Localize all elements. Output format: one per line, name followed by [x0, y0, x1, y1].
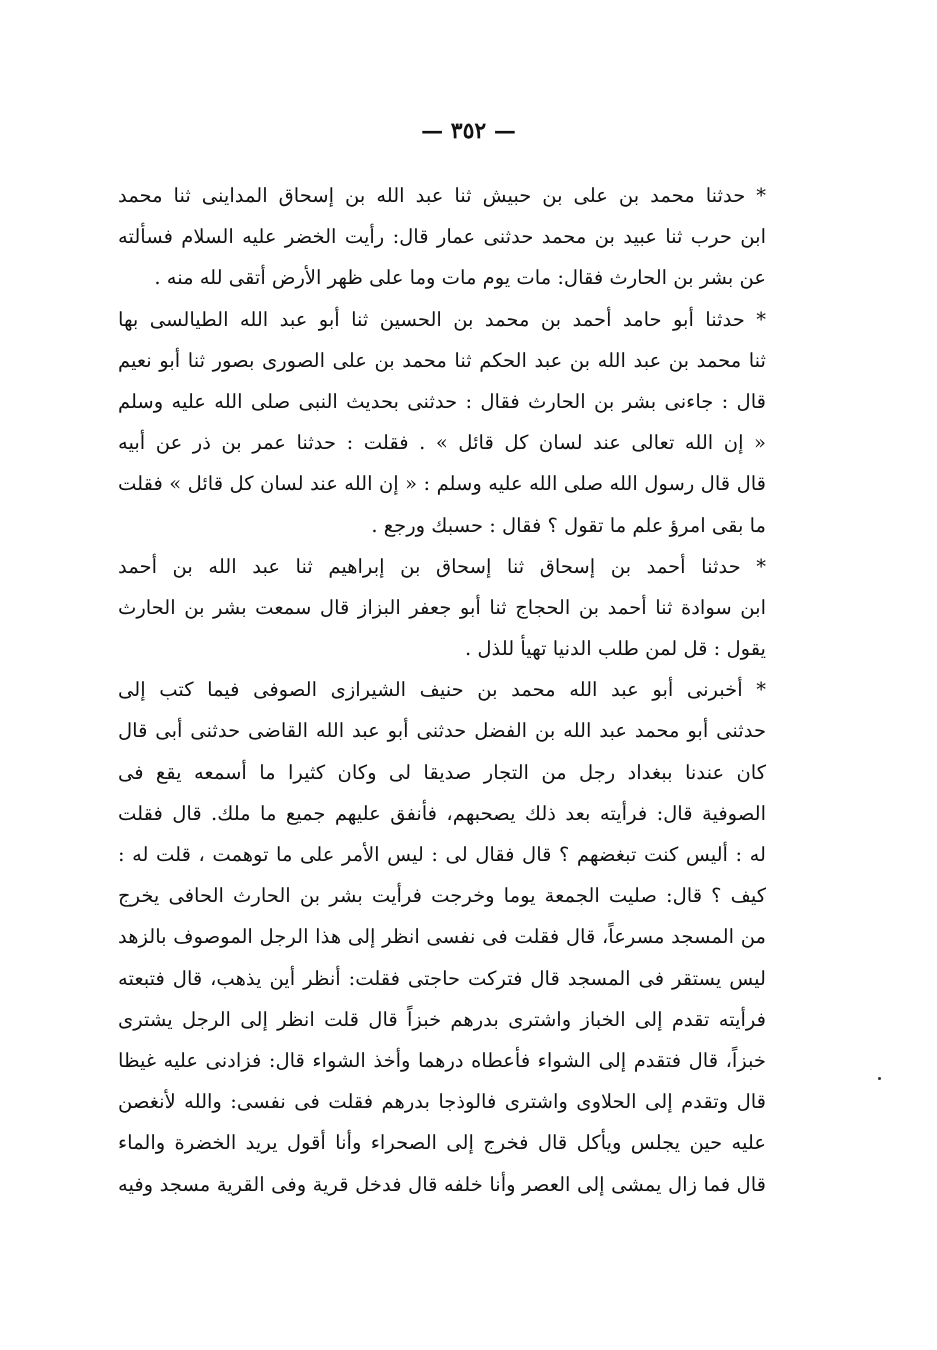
text-line: * حدثنا محمد بن على بن حبيش ثنا عبد الله بن إسحاق المداينى ثنا محمد [118, 184, 766, 207]
text-line: عن بشر بن الحارث فقال: مات يوم مات وما على ظهر الأرض أتقى لله منه . [154, 266, 766, 290]
text-line: كيف ؟ قال: صليت الجمعة يوما وخرجت فرأيت بشر بن الحارث الحافى يخرج [118, 884, 766, 908]
text-line: فرأيته تقدم إلى الخباز واشترى بدرهم خبزاً قال قلت انظر إلى الرجل يشترى [118, 1007, 766, 1031]
text-line: قال قال رسول الله صلى الله عليه وسلم : « إن الله عند لسان كل قائل » فقلت [118, 472, 766, 496]
text-line: من المسجد مسرعاً، قال فقلت فى نفسى انظر إلى هذا الرجل الموصوف بالزهد [118, 925, 766, 949]
text-line: خبزاً، قال فتقدم إلى الشواء فأعطاه درهما وأخذ الشواء قال: فزادنى عليه غيظا [118, 1048, 766, 1072]
text-line: * أخبرنى أبو عبد الله محمد بن حنيف الشيرازى الصوفى فيما كتب إلى [118, 678, 766, 702]
page-number: — ٣٥٢ — [421, 118, 516, 144]
text-line: * حدثنا أحمد بن إسحاق ثنا إسحاق بن إبراهيم ثنا عبد الله بن أحمد [118, 554, 766, 578]
text-line: الصوفية قال: فرأيته بعد ذلك يصحبهم، فأنفق عليهم جميع ما ملك. قال فقلت [118, 801, 766, 825]
text-line: عليه حين يجلس ويأكل قال فخرج إلى الصحراء وأنا أقول يريد الخضرة والماء [118, 1131, 766, 1155]
text-line: يقول : قل لمن طلب الدنيا تهيأ للذل . [464, 637, 766, 661]
text-line: « إن الله تعالى عند لسان كل قائل » . فقلت : حدثنا عمر بن ذر عن أبيه [118, 431, 766, 455]
text-line: حدثنى أبو محمد عبد الله بن الفضل حدثنى أبو عبد الله القاضى حدثنى أبى قال [118, 719, 766, 743]
text-line: كان عندنا ببغداد رجل من التجار صديقا لى وكان كثيرا ما أسمعه يقع فى [118, 760, 766, 784]
text-line: ابن سوادة ثنا أحمد بن الحجاج ثنا أبو جعفر البزاز قال سمعت بشر بن الحارث [118, 595, 766, 619]
text-line: قال وتقدم إلى الحلاوى واشترى فالوذجا بدرهم فقلت فى نفسى: والله لأنغصن [118, 1090, 766, 1114]
text-line: ثنا محمد بن عبد الله بن عبد الحكم ثنا محمد بن على الصورى بصور ثنا أبو نعيم [118, 348, 766, 372]
scan-speck [878, 1077, 881, 1080]
body-text [118, 175, 766, 1205]
text-line: ما بقى امرؤ علم ما تقول ؟ فقال : حسبك ورجع . [371, 513, 766, 537]
text-line: قال فما زال يمشى إلى العصر وأنا خلفه قال فدخل قرية وفى القرية مسجد وفيه [118, 1172, 766, 1196]
text-line: * حدثنا أبو حامد أحمد بن محمد بن الحسين ثنا أبو عبد الله الطيالسى بها [118, 307, 766, 331]
text-line: له : أليس كنت تبغضهم ؟ قال فقال لى : ليس الأمر على ما توهمت ، قلت له : [118, 843, 766, 866]
text-line: ابن حرب ثنا عبيد بن محمد حدثنى عمار قال: رأيت الخضر عليه السلام فسألته [118, 225, 766, 249]
text-line: قال : جاءنى بشر بن الحارث فقال : حدثنى بحديث النبى صلى الله عليه وسلم [118, 389, 766, 413]
text-line: ليس يستقر فى المسجد قال فتركت حاجتى فقلت: أنظر أين يذهب، قال فتبعته [118, 966, 766, 990]
